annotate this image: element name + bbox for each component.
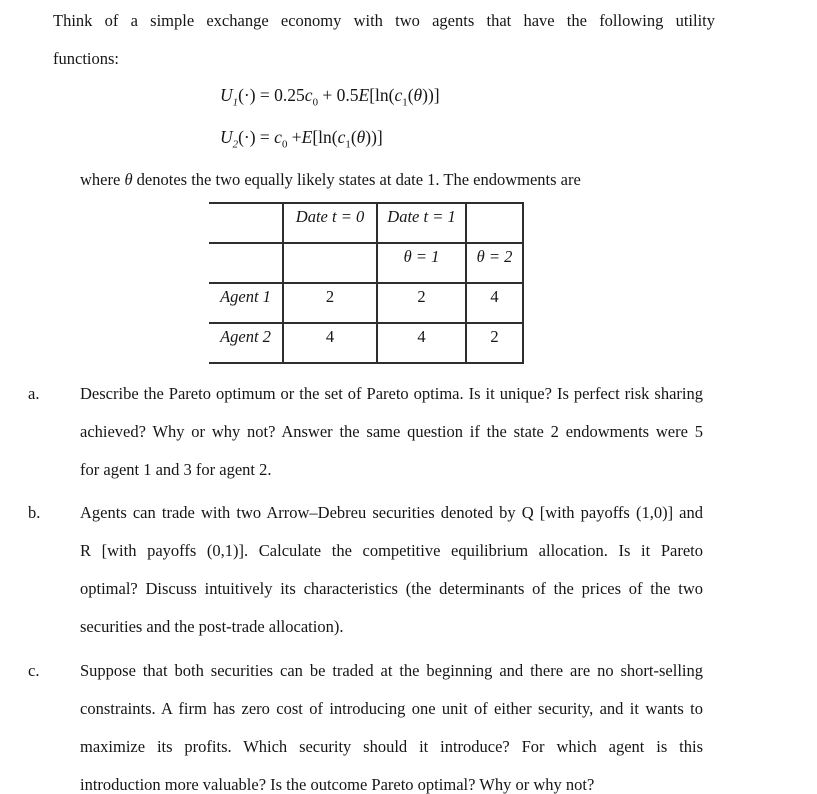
question-b-line-4: securities and the post-trade allocation). — [80, 617, 344, 636]
table-row-agent-1 — [209, 283, 523, 323]
intro-line-1: Think of a simple exchange economy with two agents that have the following utility — [53, 11, 715, 30]
eq-part: ( — [407, 85, 414, 105]
eq-part: [ln( — [312, 126, 338, 147]
eq-part: [ln( — [369, 85, 395, 105]
eq-part: θ — [356, 126, 366, 147]
eq-part: c — [394, 85, 403, 105]
eq-part: (·) = 0.25 — [238, 85, 305, 105]
question-c — [0, 652, 817, 794]
question-marker-c: c. — [28, 661, 40, 680]
agent1-endowment-t0: 2 — [283, 283, 377, 323]
theta-symbol: θ — [124, 170, 133, 189]
table-header-date-t1: Date t = 1 — [377, 203, 466, 243]
question-b — [0, 494, 817, 646]
endowments-table — [209, 202, 524, 364]
utility-function-u2 — [220, 120, 817, 162]
eq-part: U — [220, 126, 233, 147]
intro-paragraph — [53, 2, 715, 78]
agent1-endowment-state2: 4 — [466, 283, 523, 323]
question-marker-b: b. — [28, 503, 41, 522]
eq-part: 1 — [345, 138, 351, 150]
agent2-endowment-state1: 4 — [377, 323, 466, 363]
eq-part: c — [274, 126, 282, 147]
table-row-agent-2 — [209, 323, 523, 363]
utility-function-u1 — [220, 78, 817, 120]
intro-line-2: functions: — [53, 49, 119, 68]
eq-part: c — [337, 126, 346, 147]
agent1-endowment-state1: 2 — [377, 283, 466, 323]
eq-part: + 0.5 — [318, 85, 359, 105]
question-a-line-2: achieved? Why or why not? Answer the same question if the state 2 endowments were 5 — [80, 422, 703, 441]
eq-part: 0 — [312, 96, 318, 109]
question-b-line-2: R [with payoffs (0,1)]. Calculate the competitive equilibrium allocation. Is it Pareto — [80, 541, 703, 560]
question-a-line-1: Describe the Pareto optimum or the set of Pareto optima. Is it unique? Is perfect risk sharing — [80, 384, 703, 403]
question-b-line-1: Agents can trade with two Arrow–Debreu securities denoted by Q [with payoffs (1,0)] and — [80, 503, 703, 522]
eq-part: 1 — [232, 96, 239, 109]
question-c-line-3: maximize its profits. Which security should it introduce? For which agent is this — [80, 737, 703, 756]
question-c-line-4: introduction more valuable? Is the outcome Pareto optimal? Why or why not? — [80, 775, 595, 794]
table-header-date-t0: Date t = 0 — [283, 203, 377, 243]
row-label-agent-1: Agent 1 — [209, 283, 283, 323]
table-header-row-dates — [209, 203, 523, 243]
eq-part: θ — [413, 85, 423, 105]
table-cell-empty — [283, 243, 377, 283]
eq-part: 2 — [232, 138, 239, 150]
eq-part: c — [304, 85, 313, 105]
eq-part: ))] — [422, 85, 440, 105]
eq-part: U — [220, 85, 233, 105]
table-cell-empty — [209, 203, 283, 243]
agent2-endowment-state2: 2 — [466, 323, 523, 363]
table-cell-empty — [466, 203, 523, 243]
eq-part: E — [358, 85, 370, 105]
eq-part: 0 — [281, 138, 288, 150]
eq-part: 1 — [402, 96, 408, 109]
row-label-agent-2: Agent 2 — [209, 323, 283, 363]
utility-functions-block — [220, 78, 817, 161]
table-cell-empty — [209, 243, 283, 283]
question-b-line-3: optimal? Discuss intuitively its characteristics (the determinants of the prices of the two — [80, 579, 703, 598]
where-text-pre: where — [80, 170, 125, 189]
eq-part: ))] — [365, 126, 383, 147]
table-header-theta-2: θ = 2 — [466, 243, 523, 283]
question-c-line-1: Suppose that both securities can be traded at the beginning and there are no short-selling — [80, 661, 703, 680]
agent2-endowment-t0: 4 — [283, 323, 377, 363]
eq-part: E — [301, 126, 313, 147]
question-a — [0, 375, 817, 489]
eq-part: (·) = — [238, 126, 275, 147]
eq-part: ( — [350, 126, 357, 147]
where-text-post: denotes the two equally likely states at date 1. The endowments are — [132, 170, 581, 189]
question-list — [0, 375, 817, 794]
eq-part: + — [287, 126, 302, 147]
question-marker-a: a. — [28, 384, 40, 403]
table-header-theta-1: θ = 1 — [377, 243, 466, 283]
table-header-row-states — [209, 243, 523, 283]
question-c-line-2: constraints. A firm has zero cost of introducing one unit of either security, and it wants to — [80, 699, 703, 718]
question-a-line-3: for agent 1 and 3 for agent 2. — [80, 460, 272, 479]
endowments-intro-line — [80, 161, 757, 199]
